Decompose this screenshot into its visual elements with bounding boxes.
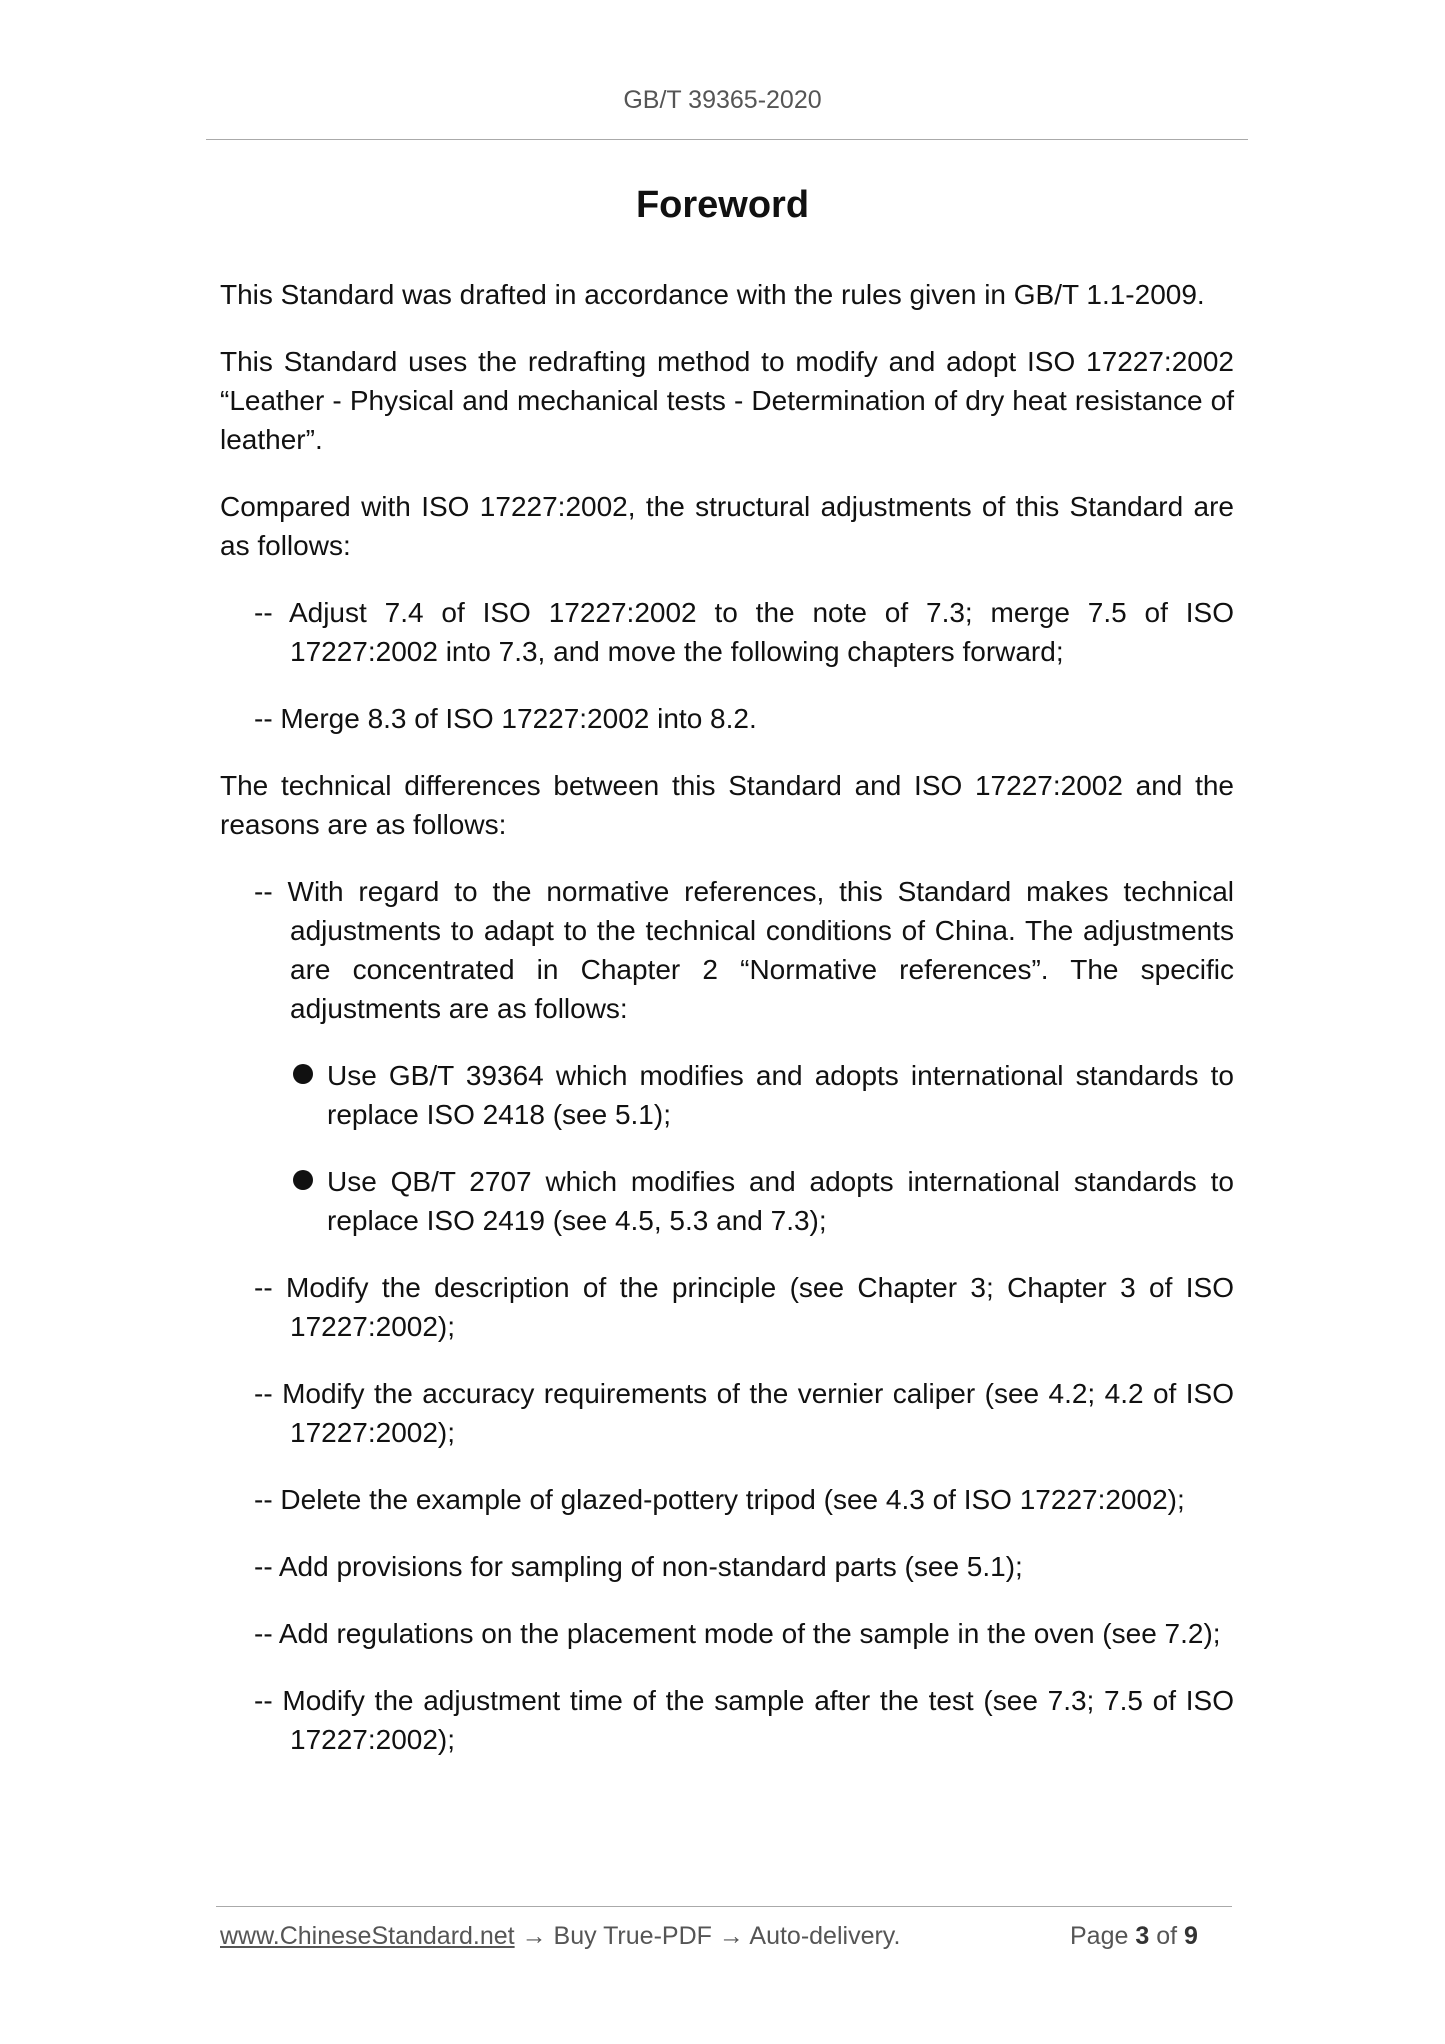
website-link[interactable]: www.ChineseStandard.net (220, 1922, 515, 1950)
technical-item: -- Modify the accuracy requirements of the vernier caliper (see 4.2; 4.2 of ISO 17227:2002); (254, 1378, 1234, 1448)
footer-tagline: → Buy True-PDF → Auto-delivery. (514, 1922, 901, 1950)
technical-item: -- Add regulations on the placement mode of the sample in the oven (see 7.2); (254, 1618, 1221, 1649)
technical-item-normative-references: -- With regard to the normative references, this Standard makes technical adjustments to adapt to the technical conditions of China. The adjustments are concentrated in Chapter 2 “Normative references”. The specific adjustments are as follows: (254, 876, 1234, 1024)
page-total: 9 (1184, 1922, 1198, 1950)
document-header: GB/T 39365-2020 (623, 86, 822, 114)
bullet-text: Use QB/T 2707 which modifies and adopts international standards to replace ISO 2419 (see 4.5, 5.3 and 7.3); (327, 1166, 1234, 1236)
page-indicator (1070, 1922, 1198, 1951)
footer-promo (220, 1922, 900, 1951)
paragraph-technical-intro: The technical differences between this Standard and ISO 17227:2002 and the reasons are as follows: (220, 770, 1234, 840)
technical-item: -- Modify the adjustment time of the sample after the test (see 7.3; 7.5 of ISO 17227:2002); (254, 1685, 1234, 1755)
of-label: of (1156, 1922, 1178, 1950)
bullet-text: Use GB/T 39364 which modifies and adopts international standards to replace ISO 2418 (see 5.1); (327, 1060, 1234, 1130)
structural-item: -- Merge 8.3 of ISO 17227:2002 into 8.2. (254, 703, 757, 734)
paragraph-structural-intro: Compared with ISO 17227:2002, the structural adjustments of this Standard are as follows: (220, 491, 1234, 561)
paragraph-drafting-rules: This Standard was drafted in accordance with the rules given in GB/T 1.1-2009. (220, 279, 1205, 310)
bullet-dot-icon (293, 1064, 313, 1084)
page-current: 3 (1135, 1922, 1150, 1950)
bullet-item (293, 1162, 1234, 1240)
bullet-item (293, 1056, 1234, 1134)
page-title: Foreword (635, 184, 810, 226)
technical-item: -- Add provisions for sampling of non-standard parts (see 5.1); (254, 1551, 1023, 1582)
header-divider (206, 139, 1248, 140)
paragraph-adoption-method: This Standard uses the redrafting method to modify and adopt ISO 17227:2002 “Leather - Physical and mechanical tests - Determination of dry heat resistance of leather”. (220, 346, 1234, 455)
technical-item: -- Modify the description of the principle (see Chapter 3; Chapter 3 of ISO 17227:2002); (254, 1272, 1234, 1342)
bullet-dot-icon (293, 1170, 313, 1190)
structural-item: -- Adjust 7.4 of ISO 17227:2002 to the note of 7.3; merge 7.5 of ISO 17227:2002 into 7.3, and move the following chapters forward; (254, 597, 1234, 667)
technical-item: -- Delete the example of glazed-pottery tripod (see 4.3 of ISO 17227:2002); (254, 1484, 1185, 1515)
page-label: Page (1070, 1922, 1129, 1950)
document-body (220, 275, 1234, 1787)
footer-divider (216, 1906, 1232, 1907)
